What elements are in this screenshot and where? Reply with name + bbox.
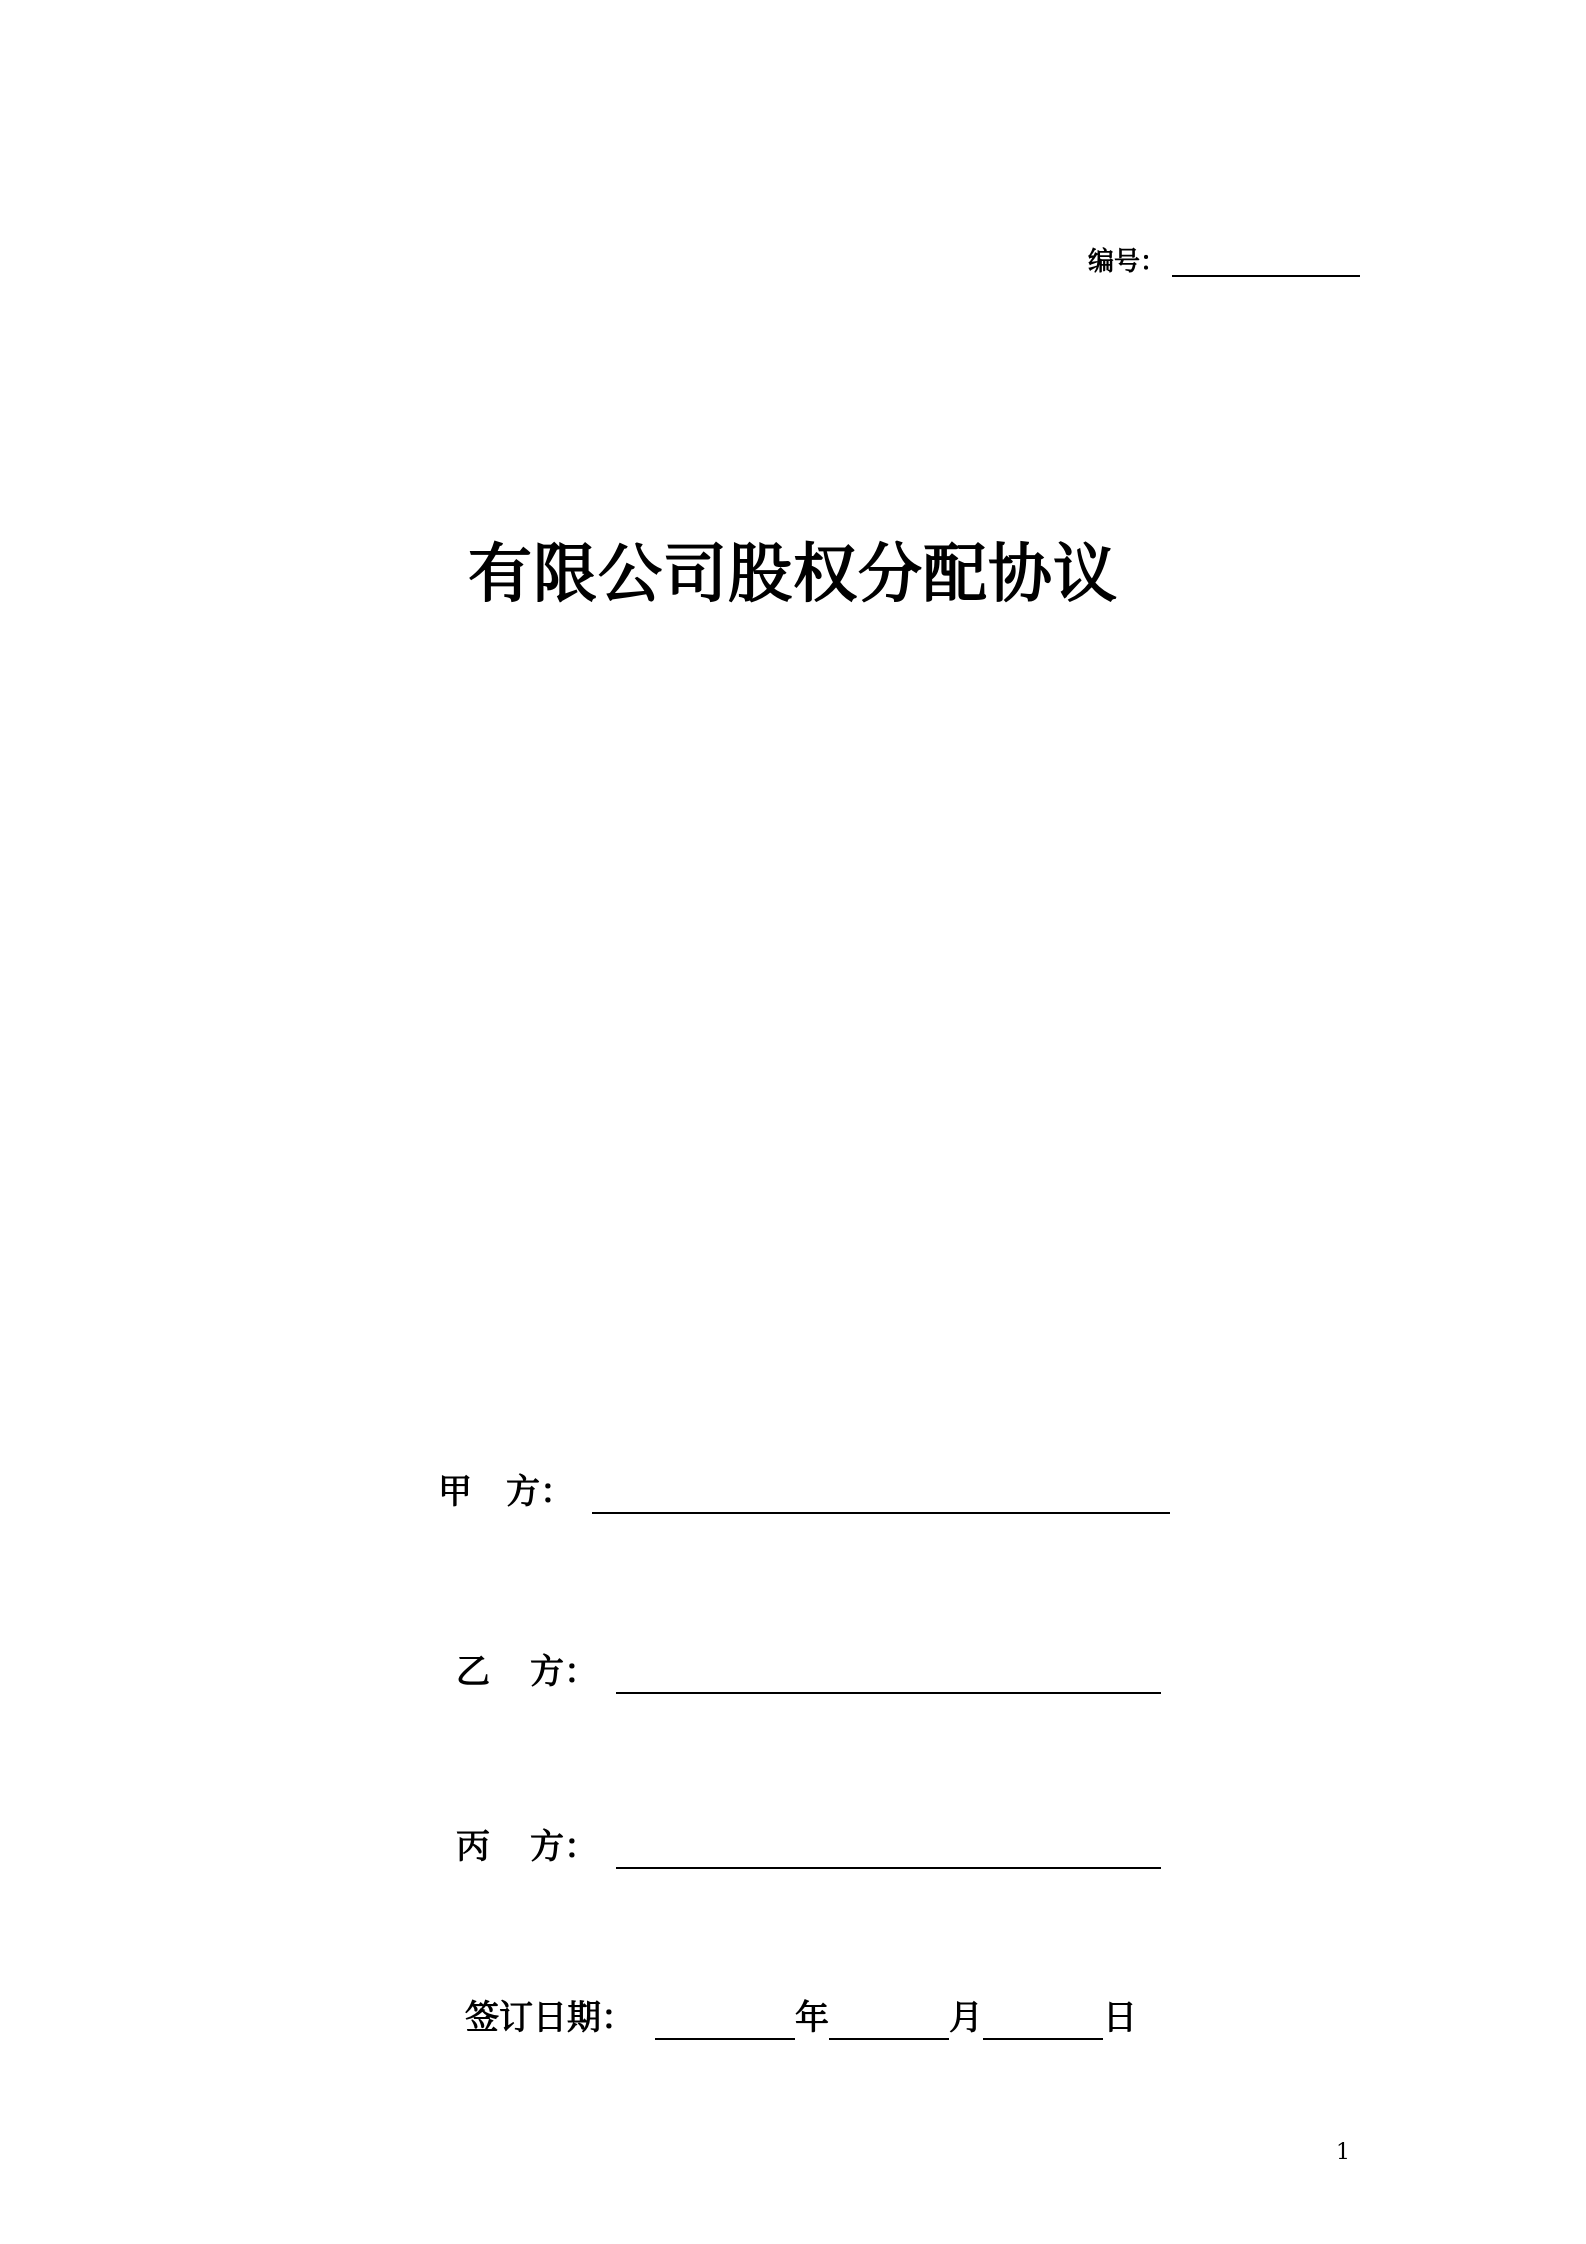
- party-b-label-char1: 乙: [456, 1652, 490, 1692]
- document-number-blank[interactable]: [1172, 245, 1360, 277]
- party-c-colon: ：: [564, 1827, 598, 1867]
- party-c-label-char2: 方: [530, 1827, 564, 1867]
- party-b-blank[interactable]: [616, 1648, 1161, 1694]
- party-b-colon: ：: [564, 1652, 598, 1692]
- signing-date-label: 签订日期：: [465, 1998, 635, 2038]
- document-number-label: 编号：: [1088, 247, 1167, 277]
- signing-date-row: [465, 1994, 1137, 2040]
- document-title: 有限公司股权分配协议: [468, 538, 1118, 612]
- party-c-row: [456, 1823, 1161, 1869]
- party-a-label-char1: 甲: [438, 1472, 472, 1512]
- party-a-colon: ：: [540, 1472, 574, 1512]
- party-b-row: [456, 1648, 1161, 1694]
- signing-day-blank[interactable]: [983, 1994, 1103, 2040]
- party-c-label-char1: 丙: [456, 1827, 490, 1867]
- signing-year-unit: 年: [795, 1998, 829, 2038]
- signing-day-unit: 日: [1103, 1998, 1137, 2038]
- party-b-label-char2: 方: [530, 1652, 564, 1692]
- signing-month-blank[interactable]: [829, 1994, 949, 2040]
- signing-year-blank[interactable]: [655, 1994, 795, 2040]
- page-number: 1: [1336, 2140, 1350, 2165]
- party-a-blank[interactable]: [592, 1468, 1170, 1514]
- party-a-label-char2: 方: [506, 1472, 540, 1512]
- signing-month-unit: 月: [949, 1998, 983, 2038]
- party-a-row: [438, 1468, 1170, 1514]
- party-c-blank[interactable]: [616, 1823, 1161, 1869]
- document-number: [1088, 245, 1360, 277]
